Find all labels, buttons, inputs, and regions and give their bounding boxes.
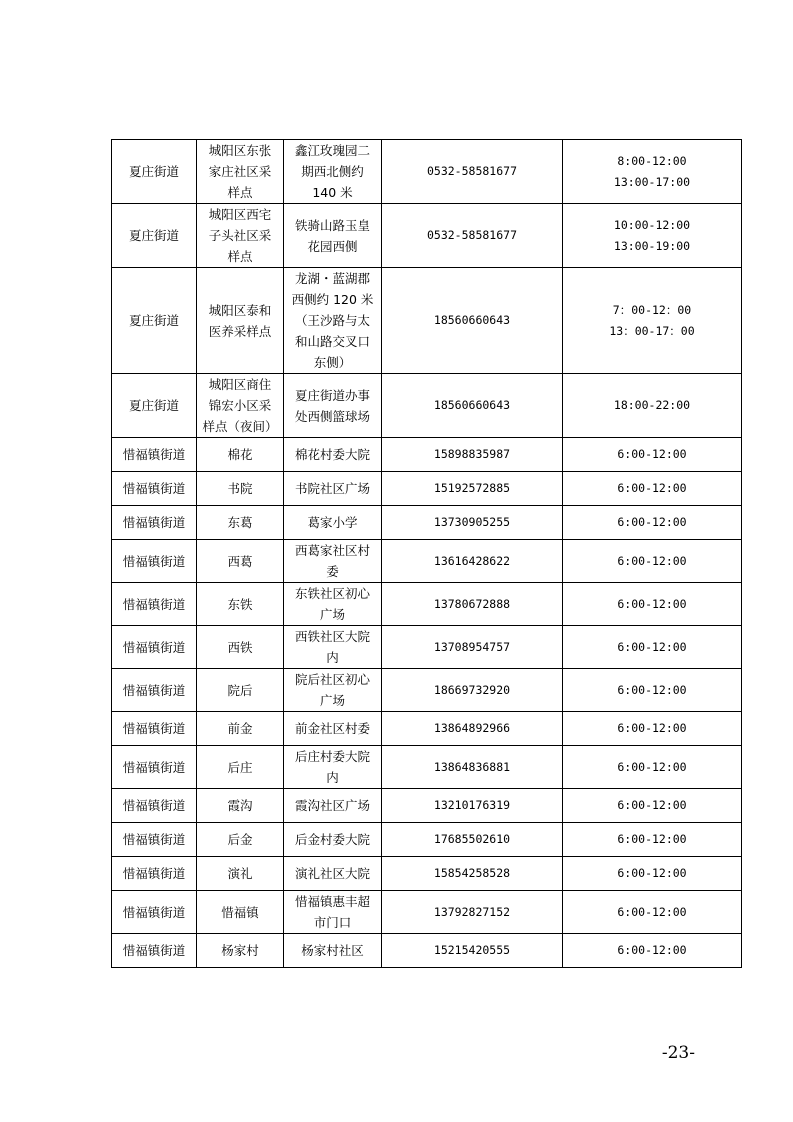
site-line: 城阳区泰和 [208,302,272,318]
address-line: 演礼社区大院 [294,866,370,881]
table-row [112,712,742,746]
street-cell: 惜福镇街道 [112,540,197,583]
street-cell: 惜福镇街道 [112,857,197,891]
table-row [112,669,742,712]
street-cell: 惜福镇街道 [112,746,197,789]
phone-cell: 15898835987 [382,438,563,472]
hours-line: 18:00-22:00 [613,398,691,412]
address-line: 后金村委大院 [294,832,370,847]
address-line: 铁骑山路玉皇 [294,217,370,233]
address-line: 和山路交叉口 [294,334,370,349]
table-row [112,374,742,438]
hours-line: 13：00-17：00 [609,323,695,338]
site-cell [197,789,284,823]
address-cell [284,438,382,472]
table-row [112,626,742,669]
address-cell [284,540,382,583]
table-row [112,506,742,540]
hours-cell [563,626,742,669]
address-line: 西葛家社区村 [294,543,370,558]
street-cell: 惜福镇街道 [112,891,197,934]
address-cell [284,712,382,746]
street-cell: 惜福镇街道 [112,472,197,506]
address-line: 市门口 [313,915,352,930]
site-line: 样点（夜间） [202,419,278,434]
street-cell: 惜福镇街道 [112,438,197,472]
site-line: 杨家村 [221,943,259,958]
address-cell [284,140,382,204]
site-line: 家庄社区采 [208,164,272,179]
hours-line: 6:00-12:00 [617,515,687,529]
table-row [112,746,742,789]
phone-cell: 0532-58581677 [382,140,563,204]
address-cell [284,746,382,789]
address-line: 葛家小学 [307,515,358,530]
street-cell: 夏庄街道 [112,374,197,438]
table-row [112,472,742,506]
site-cell [197,712,284,746]
site-cell [197,934,284,968]
hours-cell [563,438,742,472]
hours-cell [563,140,742,204]
phone-cell: 13708954757 [382,626,563,669]
address-line: 书院社区广场 [294,481,370,496]
hours-line: 6:00-12:00 [617,639,687,654]
hours-line: 6:00-12:00 [617,596,687,611]
table-row [112,540,742,583]
address-cell [284,626,382,669]
address-cell [284,823,382,857]
address-line: 西铁社区大院 [294,629,370,644]
hours-cell [563,472,742,506]
address-line: 西侧约 120 米 [291,292,374,307]
site-line: 城阳区商住 [208,377,272,392]
table-row [112,934,742,968]
street-cell: 惜福镇街道 [112,506,197,540]
hours-cell [563,934,742,968]
site-line: 东葛 [227,515,253,530]
address-line: 惜福镇惠丰超 [294,894,370,909]
site-cell [197,472,284,506]
street-cell: 惜福镇街道 [112,669,197,712]
address-line: 广场 [319,693,345,708]
site-cell [197,626,284,669]
site-cell [197,438,284,472]
address-line: 140 米 [312,185,353,200]
address-line: （王沙路与太 [294,313,370,328]
address-line: 广场 [319,607,345,622]
site-line: 前金 [227,721,253,736]
hours-cell [563,823,742,857]
phone-cell: 13210176319 [382,789,563,823]
hours-cell [563,540,742,583]
street-cell: 惜福镇街道 [112,823,197,857]
phone-cell: 15192572885 [382,472,563,506]
street-cell: 惜福镇街道 [112,626,197,669]
address-line: 棉花村委大院 [294,447,370,462]
phone-cell: 13792827152 [382,891,563,934]
hours-cell [563,506,742,540]
table-body [112,140,742,968]
address-cell [284,268,382,374]
address-line: 内 [326,650,339,665]
address-line: 杨家村社区 [301,943,364,958]
table-row [112,891,742,934]
phone-cell: 17685502610 [382,823,563,857]
site-line: 样点 [227,249,253,264]
street-cell: 夏庄街道 [112,140,197,204]
site-line: 后庄 [227,759,253,775]
hours-line: 6:00-12:00 [617,866,687,880]
phone-cell: 15215420555 [382,934,563,968]
hours-line: 6:00-12:00 [617,682,687,697]
hours-cell [563,583,742,626]
street-cell: 惜福镇街道 [112,583,197,626]
hours-line: 6:00-12:00 [617,447,687,461]
street-cell: 惜福镇街道 [112,789,197,823]
site-line: 棉花 [227,447,253,462]
address-cell [284,669,382,712]
site-cell [197,823,284,857]
hours-cell [563,268,742,374]
hours-cell [563,746,742,789]
site-line: 医养采样点 [208,323,272,339]
table-row [112,140,742,204]
address-cell [284,374,382,438]
phone-cell: 13864836881 [382,746,563,789]
hours-line: 6:00-12:00 [617,798,687,812]
site-line: 演礼 [227,866,253,881]
hours-line: 6:00-12:00 [617,943,687,957]
site-cell [197,583,284,626]
site-line: 城阳区西宅 [208,207,272,222]
address-line: 霞沟社区广场 [294,798,370,813]
hours-cell [563,374,742,438]
hours-cell [563,789,742,823]
phone-cell: 0532-58581677 [382,204,563,268]
street-cell: 夏庄街道 [112,204,197,268]
address-line: 前金社区村委 [294,721,370,736]
table-row [112,583,742,626]
phone-cell: 18560660643 [382,374,563,438]
address-cell [284,789,382,823]
site-line: 后金 [227,832,253,847]
site-line: 惜福镇 [221,904,259,920]
hours-line: 6:00-12:00 [617,759,687,774]
site-line: 院后 [227,682,253,698]
hours-cell [563,712,742,746]
address-line: 夏庄街道办事 [294,387,370,403]
hours-cell [563,891,742,934]
table-row [112,438,742,472]
hours-line: 13:00-19:00 [613,238,691,253]
phone-cell: 15854258528 [382,857,563,891]
street-cell: 夏庄街道 [112,268,197,374]
site-line: 霞沟 [227,798,253,813]
hours-cell [563,204,742,268]
phone-cell: 18669732920 [382,669,563,712]
site-cell [197,891,284,934]
street-cell: 惜福镇街道 [112,934,197,968]
hours-cell [563,857,742,891]
site-line: 书院 [227,481,253,496]
table-row [112,204,742,268]
sampling-sites-table [111,139,742,968]
phone-cell: 13864892966 [382,712,563,746]
address-cell [284,506,382,540]
site-cell [197,268,284,374]
phone-cell: 13780672888 [382,583,563,626]
address-cell [284,934,382,968]
address-cell [284,472,382,506]
table-row [112,268,742,374]
address-line: 后庄村委大院 [294,749,370,764]
address-line: 花园西侧 [307,238,358,254]
site-line: 子头社区采 [208,228,272,243]
address-line: 鑫江玫瑰园二 [294,143,370,158]
site-cell [197,746,284,789]
site-line: 城阳区东张 [208,143,272,158]
address-line: 委 [326,564,339,579]
phone-cell: 13730905255 [382,506,563,540]
site-cell [197,669,284,712]
address-line: 处西侧篮球场 [294,408,370,424]
site-cell [197,506,284,540]
site-line: 西葛 [227,553,253,569]
page-number: -23- [661,1043,695,1063]
table-row [112,857,742,891]
site-cell [197,140,284,204]
address-cell [284,891,382,934]
site-line: 锦宏小区采 [208,398,272,413]
site-cell [197,540,284,583]
site-cell [197,857,284,891]
street-cell: 惜福镇街道 [112,712,197,746]
address-line: 东侧） [313,355,352,370]
site-cell [197,204,284,268]
hours-line: 8:00-12:00 [617,153,687,168]
address-line: 龙湖・蓝湖郡 [294,271,370,286]
table-row [112,789,742,823]
hours-line: 6:00-12:00 [617,904,687,919]
site-line: 东铁 [227,596,253,612]
hours-line: 10:00-12:00 [613,217,691,232]
address-line: 院后社区初心 [294,672,370,687]
table-row [112,823,742,857]
site-line: 样点 [227,185,253,200]
hours-line: 7：00-12：00 [612,302,692,317]
address-line: 期西北侧约 [301,164,364,179]
hours-line: 6:00-12:00 [617,721,687,735]
hours-line: 6:00-12:00 [617,832,687,846]
site-cell [197,374,284,438]
phone-cell: 18560660643 [382,268,563,374]
site-line: 西铁 [227,639,253,655]
hours-line: 6:00-12:00 [617,481,687,495]
hours-line: 6:00-12:00 [617,553,687,568]
hours-line: 13:00-17:00 [613,174,691,189]
address-line: 内 [326,770,339,785]
address-cell [284,204,382,268]
address-line: 东铁社区初心 [294,586,370,601]
hours-cell [563,669,742,712]
address-cell [284,857,382,891]
phone-cell: 13616428622 [382,540,563,583]
address-cell [284,583,382,626]
